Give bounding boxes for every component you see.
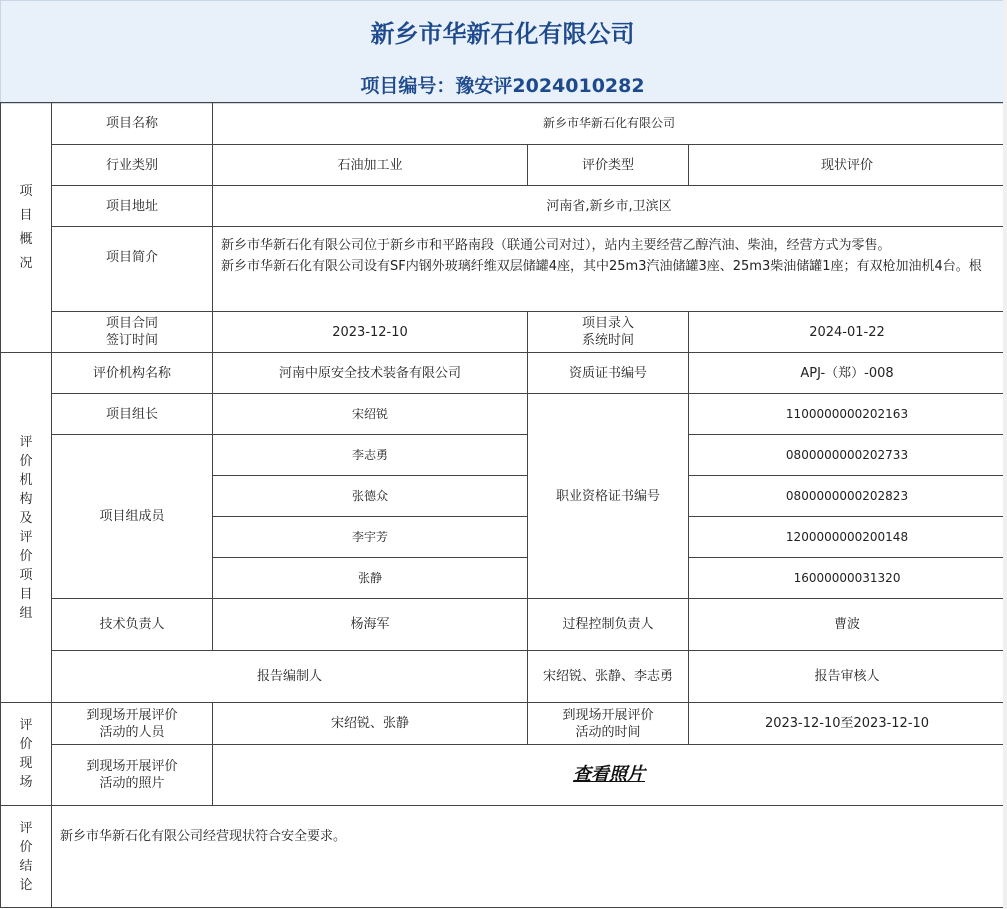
value-project-name: 新乡市华新石化有限公司 — [213, 103, 1006, 145]
section-overview: 项目概况 — [1, 103, 52, 353]
project-number: 项目编号：豫安评2024010282 — [360, 75, 645, 97]
value-address: 河南省,新乡市,卫滨区 — [213, 186, 1006, 227]
scrollbar[interactable] — [1003, 0, 1007, 909]
label-prof-cert: 职业资格证书编号 — [528, 394, 689, 599]
member-name: 李宇芳 — [213, 517, 528, 558]
value-site-people: 宋绍锐、张静 — [213, 703, 528, 745]
page-header — [0, 0, 1005, 104]
member-name: 张德众 — [213, 476, 528, 517]
company-title: 新乡市华新石化有限公司 — [370, 20, 635, 48]
value-conclusion: 新乡市华新石化有限公司经营现状符合安全要求。 — [52, 806, 1006, 908]
label-intro: 项目简介 — [52, 227, 213, 312]
value-intro — [213, 227, 1006, 312]
label-entry-time: 项目录入 系统时间 — [528, 312, 689, 353]
view-photos-link[interactable]: 查看照片 — [573, 763, 645, 785]
photo-cell — [213, 745, 1006, 806]
label-eval-type: 评价类型 — [528, 145, 689, 186]
value-industry: 石油加工业 — [213, 145, 528, 186]
label-site-time: 到现场开展评价 活动的时间 — [528, 703, 689, 745]
value-report-author: 宋绍锐、张静、李志勇 — [528, 651, 689, 703]
label-project-name: 项目名称 — [52, 103, 213, 145]
label-contract-time: 项目合同 签订时间 — [52, 312, 213, 353]
label-report-author: 报告编制人 — [52, 651, 528, 703]
label-qual-cert: 资质证书编号 — [528, 353, 689, 394]
project-info-table — [0, 102, 1006, 908]
intro-line-1: 新乡市华新石化有限公司位于新乡市和平路南段（联通公司对过），站内主要经营乙醇汽油、柴油，经营方式为零售。 — [221, 238, 891, 253]
value-leader-cert: 1100000000202163 — [689, 394, 1006, 435]
value-tech-lead: 杨海军 — [213, 599, 528, 651]
label-site-photo: 到现场开展评价 活动的照片 — [52, 745, 213, 806]
value-site-time: 2023-12-10至2023-12-10 — [689, 703, 1006, 745]
label-process-lead: 过程控制负责人 — [528, 599, 689, 651]
section-conclusion: 评价结论 — [1, 806, 52, 908]
label-site-people: 到现场开展评价 活动的人员 — [52, 703, 213, 745]
label-address: 项目地址 — [52, 186, 213, 227]
section-org: 评价机构及评价项目组 — [1, 353, 52, 703]
label-agency: 评价机构名称 — [52, 353, 213, 394]
section-site: 评价现场 — [1, 703, 52, 806]
value-agency: 河南中原安全技术装备有限公司 — [213, 353, 528, 394]
value-contract-time: 2023-12-10 — [213, 312, 528, 353]
member-cert: 0800000000202733 — [689, 435, 1006, 476]
value-leader: 宋绍锐 — [213, 394, 528, 435]
intro-line-2: 新乡市华新石化有限公司设有SF内钢外玻璃纤维双层储罐4座，其中25m3汽油储罐3座、25m3柴油储罐1座；有双枪加油机4台。根 — [221, 259, 982, 274]
label-members: 项目组成员 — [52, 435, 213, 599]
value-entry-time: 2024-01-22 — [689, 312, 1006, 353]
member-cert: 0800000000202823 — [689, 476, 1006, 517]
member-cert: 16000000031320 — [689, 558, 1006, 599]
value-process-lead: 曹波 — [689, 599, 1006, 651]
label-tech-lead: 技术负责人 — [52, 599, 213, 651]
label-report-reviewer: 报告审核人 — [689, 651, 1006, 703]
member-name: 李志勇 — [213, 435, 528, 476]
member-cert: 1200000000200148 — [689, 517, 1006, 558]
value-qual-cert: APJ-（郑）-008 — [689, 353, 1006, 394]
value-eval-type: 现状评价 — [689, 145, 1006, 186]
label-industry: 行业类别 — [52, 145, 213, 186]
member-name: 张静 — [213, 558, 528, 599]
label-leader: 项目组长 — [52, 394, 213, 435]
